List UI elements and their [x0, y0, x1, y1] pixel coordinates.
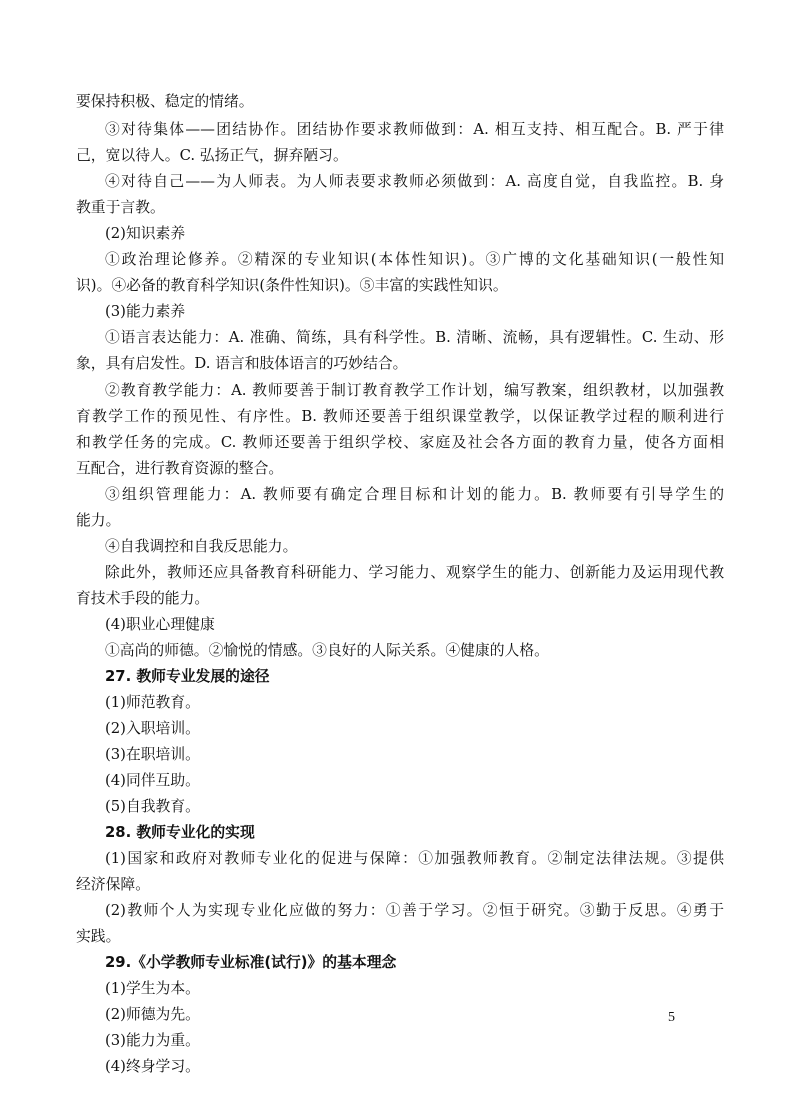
section-heading: 28. 教师专业化的实现: [105, 824, 255, 841]
text-line: ①高尚的师德。②愉悦的情感。③良好的人际关系。④健康的人格。: [105, 642, 549, 659]
text-line: ③对待集体——团结协作。团结协作要求教师做到：A. 相互支持、相互配合。B. 严于律: [105, 121, 724, 138]
text-line: 育技术手段的能力。: [76, 590, 210, 607]
section-heading: 27. 教师专业发展的途径: [105, 668, 270, 685]
text-line: ④对待自己——为人师表。为人师表要求教师必须做到：A. 高度自觉，自我监控。B. 身: [105, 173, 724, 190]
text-line: ③组织管理能力：A. 教师要有确定合理目标和计划的能力。B. 教师要有引导学生的: [105, 486, 724, 503]
text-line: (3)能力素养: [105, 303, 186, 320]
page-number: 5: [668, 1010, 675, 1025]
text-line: (2)入职培训。: [105, 720, 200, 737]
text-line: ①语言表达能力：A. 准确、简练，具有科学性。B. 清晰、流畅，具有逻辑性。C. 生动、形: [105, 329, 724, 346]
text-line: 互配合，进行教育资源的整合。: [76, 460, 284, 477]
text-line: (2)教师个人为实现专业化应做的努力：①善于学习。②恒于研究。③勤于反思。④勇于: [105, 902, 724, 919]
text-line: (5)自我教育。: [105, 798, 200, 815]
text-line: (1)学生为本。: [105, 980, 200, 997]
text-line: (2)师德为先。: [105, 1006, 200, 1023]
text-line: 象，具有启发性。D. 语言和肢体语言的巧妙结合。: [76, 355, 408, 372]
text-line: 要保持积极、稳定的情绪。: [76, 93, 254, 110]
text-line: ①政治理论修养。②精深的专业知识(本体性知识)。③广博的文化基础知识(一般性知: [105, 251, 724, 268]
text-line: 和教学任务的完成。C. 教师还要善于组织学校、家庭及社会各方面的教育力量，使各方面相: [76, 434, 724, 451]
text-line: ②教育教学能力：A. 教师要善于制订教育教学工作计划，编写教案，组织教材，以加强教: [105, 382, 724, 399]
text-line: ④自我调控和自我反思能力。: [105, 538, 298, 555]
text-line: (1)师范教育。: [105, 694, 200, 711]
text-line: 教重于言教。: [76, 199, 165, 216]
text-line: (4)同伴互助。: [105, 772, 200, 789]
text-line: 经济保障。: [76, 876, 150, 893]
text-line: (3)在职培训。: [105, 746, 200, 763]
text-line: 识)。④必备的教育科学知识(条件性知识)。⑤丰富的实践性知识。: [76, 277, 508, 294]
text-line: (3)能力为重。: [105, 1032, 200, 1049]
text-line: 实践。: [76, 928, 121, 945]
text-line: (2)知识素养: [105, 225, 186, 242]
text-line: 能力。: [76, 512, 121, 529]
text-line: 育教学工作的预见性、有序性。B. 教师还要善于组织课堂教学，以保证教学过程的顺利进行: [76, 408, 724, 425]
text-line: (4)职业心理健康: [105, 616, 215, 633]
section-heading: 29.《小学教师专业标准(试行)》的基本理念: [105, 954, 397, 971]
text-line: (4)终身学习。: [105, 1058, 200, 1075]
text-line: (1)国家和政府对教师专业化的促进与保障：①加强教师教育。②制定法律法规。③提供: [105, 850, 724, 867]
text-line: 己，宽以待人。C. 弘扬正气，摒弃陋习。: [76, 147, 348, 164]
text-line: 除此外，教师还应具备教育科研能力、学习能力、观察学生的能力、创新能力及运用现代教: [105, 564, 724, 581]
